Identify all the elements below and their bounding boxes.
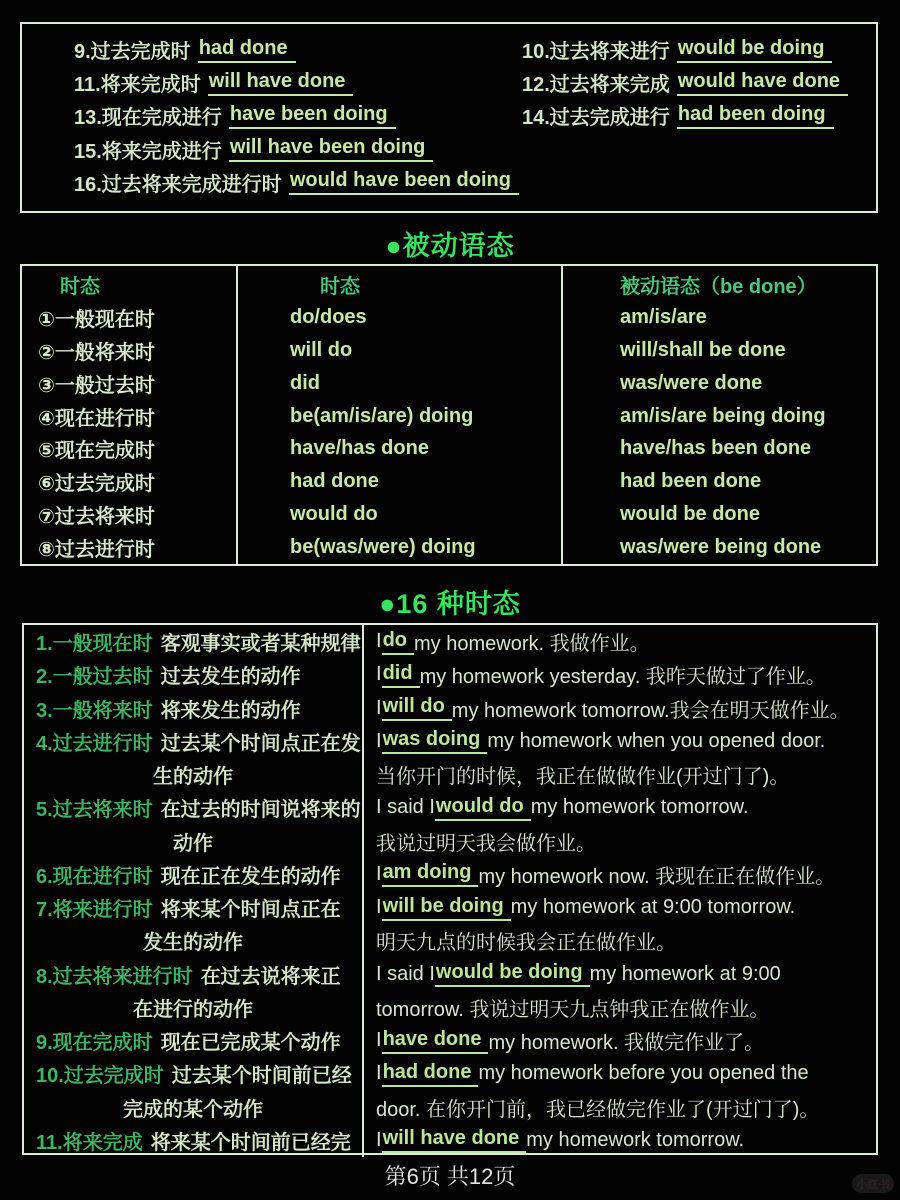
example-text: my homework. 我做作业。 xyxy=(414,633,650,656)
example-text: 明天九点的时候我会正在做作业。 xyxy=(376,932,676,955)
tense-label-cell xyxy=(24,1124,364,1157)
table-cell: ④现在进行时 xyxy=(38,407,155,430)
tense-example-row xyxy=(24,658,876,691)
example-text: I said I xyxy=(376,962,435,985)
tense-name: 10.过去完成时 xyxy=(36,1065,164,1088)
table-cell: ②一般将来时 xyxy=(38,341,155,364)
example-line xyxy=(364,625,876,658)
tense-form-en: will have been doing xyxy=(229,136,434,162)
passive-table-column xyxy=(22,266,238,564)
tense-label-line xyxy=(24,958,362,991)
example-text: my homework before you opened the xyxy=(478,1062,809,1085)
passive-table-column xyxy=(238,266,563,564)
tense-form-en: will have done xyxy=(208,70,354,96)
table-cell: ⑧过去进行时 xyxy=(38,539,155,562)
tense-name: 9.现在完成时 xyxy=(36,1032,153,1055)
example-text: I said I xyxy=(376,796,435,819)
tense-name-cn: 13.现在完成进行 xyxy=(74,107,222,130)
table-cell: am/is/are xyxy=(620,305,707,328)
tense-label-cell xyxy=(24,791,364,858)
verb-phrase-underlined: will have done xyxy=(382,1127,527,1153)
tense-name: 7.将来进行时 xyxy=(36,899,153,922)
example-line xyxy=(364,891,876,924)
example-cell xyxy=(364,958,876,1025)
tense-forms-box xyxy=(20,22,878,213)
tense-description-wrap: 在进行的动作 xyxy=(133,998,253,1021)
tense-label-cell xyxy=(24,692,364,725)
tense-description: 过去发生的动作 xyxy=(160,666,301,689)
example-line xyxy=(364,958,876,991)
tense-name-cn: 10.过去将来进行 xyxy=(522,41,670,64)
example-line xyxy=(364,725,876,758)
example-text: I xyxy=(376,663,382,686)
verb-phrase-underlined: have done xyxy=(382,1028,489,1054)
example-text: my homework now. 我现在正在做作业。 xyxy=(478,865,836,888)
tense-description: 现在已完成某个动作 xyxy=(160,1032,341,1055)
example-cell xyxy=(364,858,876,891)
example-text: my homework tomorrow.我会在明天做作业。 xyxy=(451,699,850,722)
tense-form-en: have been doing xyxy=(229,103,396,129)
tense-label-line xyxy=(24,692,362,725)
table-cell: be(was/were) doing xyxy=(290,536,476,559)
tense-example-row xyxy=(24,1124,876,1157)
tense-label-cell xyxy=(24,1024,364,1057)
example-text: I xyxy=(376,1029,382,1052)
tense-name: 3.一般将来时 xyxy=(36,699,153,722)
example-text: my homework tomorrow. xyxy=(526,1128,745,1151)
tense-description: 过去某个时间前已经 xyxy=(171,1065,352,1088)
example-cell xyxy=(364,1024,876,1057)
page-number: 第6页 共12页 xyxy=(384,1164,516,1189)
tense-label-line xyxy=(24,1124,362,1157)
tense-name: 5.过去将来时 xyxy=(36,799,153,822)
verb-phrase-underlined: was doing xyxy=(382,728,488,754)
tense-name-cn: 9.过去完成时 xyxy=(74,41,191,64)
tense-form-item xyxy=(522,68,848,97)
tense-description-wrap: 完成的某个动作 xyxy=(123,1098,263,1121)
verb-phrase-underlined: did xyxy=(382,662,420,688)
column-header: 被动语态（be done） xyxy=(620,275,817,298)
example-cell xyxy=(364,791,876,858)
example-cell xyxy=(364,625,876,658)
tense-label-line xyxy=(24,791,362,824)
example-line xyxy=(364,1024,876,1057)
tense-label-cell xyxy=(24,658,364,691)
tense-name-cn: 15.将来完成进行 xyxy=(74,140,222,163)
table-cell: have/has been done xyxy=(620,437,812,460)
tense-form-item xyxy=(74,68,522,97)
tense-name: 1.一般现在时 xyxy=(36,633,153,656)
passive-voice-title: ●被动语态 xyxy=(385,231,515,261)
example-line xyxy=(364,1091,876,1124)
table-cell: ⑥过去完成时 xyxy=(38,473,155,496)
tense-form-row xyxy=(74,66,876,99)
table-cell: will do xyxy=(290,338,353,361)
example-text: I xyxy=(376,696,382,719)
table-cell: ③一般过去时 xyxy=(38,374,155,397)
tense-example-row xyxy=(24,625,876,658)
example-line xyxy=(364,1057,876,1090)
tense-label-line xyxy=(24,1024,362,1057)
tense-form-item xyxy=(522,35,832,64)
example-line xyxy=(364,758,876,791)
example-line xyxy=(364,658,876,691)
tense-label-line xyxy=(24,725,362,758)
example-line xyxy=(364,991,876,1024)
example-cell xyxy=(364,692,876,725)
column-header: 时态 xyxy=(60,275,100,298)
example-cell xyxy=(364,658,876,691)
tense-description: 将来某个时间前已经完 xyxy=(150,1131,351,1154)
tense-example-row xyxy=(24,791,876,858)
tense-label-line xyxy=(24,858,362,891)
sixteen-tenses-table xyxy=(22,623,878,1155)
verb-phrase-underlined: do xyxy=(382,629,414,655)
example-text: tomorrow. 我说过明天九点钟我正在做作业。 xyxy=(376,998,770,1021)
tense-label-line xyxy=(24,891,362,924)
example-line xyxy=(364,791,876,824)
tense-name: 11.将来完成 xyxy=(36,1131,143,1154)
example-text: 我说过明天我会做作业。 xyxy=(376,832,596,855)
tense-label-cell xyxy=(24,891,364,958)
example-text: 当你开门的时候，我正在做做作业(开过门了)。 xyxy=(376,766,790,789)
example-line xyxy=(364,1124,876,1157)
tense-example-row xyxy=(24,891,876,958)
tense-form-item xyxy=(74,168,522,197)
tense-form-item xyxy=(522,101,834,130)
tense-description: 现在正在发生的动作 xyxy=(160,865,341,888)
tense-name: 4.过去进行时 xyxy=(36,732,153,755)
tense-name: 2.一般过去时 xyxy=(36,666,153,689)
tense-form-en: had done xyxy=(198,37,296,63)
table-cell: would do xyxy=(290,503,378,526)
example-line xyxy=(364,858,876,891)
tense-label-line xyxy=(24,625,362,658)
example-text: my homework tomorrow. xyxy=(530,796,749,819)
table-cell: was/were being done xyxy=(620,536,822,559)
table-cell: would be done xyxy=(620,503,760,526)
tense-name-cn: 16.过去将来完成进行时 xyxy=(74,173,282,196)
example-cell xyxy=(364,891,876,958)
verb-phrase-underlined: would be doing xyxy=(435,961,590,987)
tense-example-row xyxy=(24,1024,876,1057)
example-text: I xyxy=(376,1062,382,1085)
table-cell: was/were done xyxy=(620,371,763,394)
table-cell: had done xyxy=(290,470,379,493)
tense-description: 将来发生的动作 xyxy=(160,699,301,722)
tense-description: 过去某个时间点正在发 xyxy=(160,732,361,755)
example-text: my homework. 我做完作业了。 xyxy=(488,1032,765,1055)
tense-description-wrap: 动作 xyxy=(173,832,213,855)
table-cell: ①一般现在时 xyxy=(38,308,155,331)
tense-form-item xyxy=(74,135,522,164)
tense-name: 8.过去将来进行时 xyxy=(36,965,193,988)
example-text: my homework at 9:00 xyxy=(589,962,781,985)
example-text: my homework yesterday. 我昨天做过了作业。 xyxy=(419,666,826,689)
tense-label-cell xyxy=(24,1057,364,1124)
tense-label-line xyxy=(24,1057,362,1090)
example-cell xyxy=(364,725,876,792)
tense-description-wrap: 发生的动作 xyxy=(143,932,243,955)
table-cell: am/is/are being doing xyxy=(620,404,826,427)
example-text: I xyxy=(376,729,382,752)
table-cell: ⑤现在完成时 xyxy=(38,440,155,463)
tense-form-row xyxy=(74,133,876,166)
table-cell: ⑦过去将来时 xyxy=(38,506,155,529)
table-cell: did xyxy=(290,371,320,394)
tense-example-row xyxy=(24,958,876,1025)
table-cell: had been done xyxy=(620,470,762,493)
example-text: my homework when you opened door. xyxy=(487,729,826,752)
tense-example-row xyxy=(24,692,876,725)
tense-name-cn: 12.过去将来完成 xyxy=(522,74,670,97)
tense-form-en: would have been doing xyxy=(289,169,519,195)
tense-example-row xyxy=(24,858,876,891)
tense-form-row xyxy=(74,33,876,66)
tense-form-row xyxy=(74,99,876,132)
tense-form-en: had been doing xyxy=(677,103,834,129)
example-text: I xyxy=(376,862,382,885)
example-cell xyxy=(364,1057,876,1124)
example-line xyxy=(364,825,876,858)
passive-table-column xyxy=(563,266,876,564)
tense-label-cell xyxy=(24,725,364,792)
example-text: I xyxy=(376,896,382,919)
verb-phrase-underlined: will do xyxy=(382,695,452,721)
tense-name-cn: 14.过去完成进行 xyxy=(522,107,670,130)
tense-description: 将来某个时间点正在 xyxy=(160,899,341,922)
tense-description: 在过去说将来正 xyxy=(200,965,341,988)
tense-example-row xyxy=(24,1057,876,1124)
sixteen-tenses-title: ●16 种时态 xyxy=(379,589,521,619)
verb-phrase-underlined: had done xyxy=(382,1061,479,1087)
example-line xyxy=(364,692,876,725)
tense-description: 在过去的时间说将来的 xyxy=(160,799,361,822)
tense-label-line xyxy=(24,658,362,691)
tense-label-cell xyxy=(24,625,364,658)
table-cell: be(am/is/are) doing xyxy=(290,404,474,427)
column-header: 时态 xyxy=(320,275,360,298)
example-text: door. 在你开门前，我已经做完作业了(开过门了)。 xyxy=(376,1098,820,1121)
table-cell: will/shall be done xyxy=(620,338,786,361)
verb-phrase-underlined: will be doing xyxy=(382,895,511,921)
tense-form-item xyxy=(74,35,522,64)
example-text: my homework at 9:00 tomorrow. xyxy=(510,896,796,919)
example-line xyxy=(364,924,876,957)
tense-name: 6.现在进行时 xyxy=(36,865,153,888)
example-text: I xyxy=(376,630,382,653)
example-cell xyxy=(364,1124,876,1157)
example-text: I xyxy=(376,1128,382,1151)
table-cell: do/does xyxy=(290,305,367,328)
xiaohongshu-watermark-badge: 小红书 xyxy=(852,1174,894,1193)
tense-form-item xyxy=(74,101,522,130)
tense-form-en: would be doing xyxy=(677,37,833,63)
tense-description: 客观事实或者某种规律 xyxy=(160,633,361,656)
tense-description-wrap: 生的动作 xyxy=(153,766,233,789)
tense-form-row xyxy=(74,166,876,199)
passive-voice-table xyxy=(20,264,878,566)
verb-phrase-underlined: am doing xyxy=(382,861,479,887)
tense-form-en: would have done xyxy=(677,70,848,96)
tense-label-cell xyxy=(24,858,364,891)
tense-example-row xyxy=(24,725,876,792)
table-cell: have/has done xyxy=(290,437,429,460)
tense-label-cell xyxy=(24,958,364,1025)
tense-name-cn: 11.将来完成时 xyxy=(74,74,201,97)
verb-phrase-underlined: would do xyxy=(435,795,531,821)
